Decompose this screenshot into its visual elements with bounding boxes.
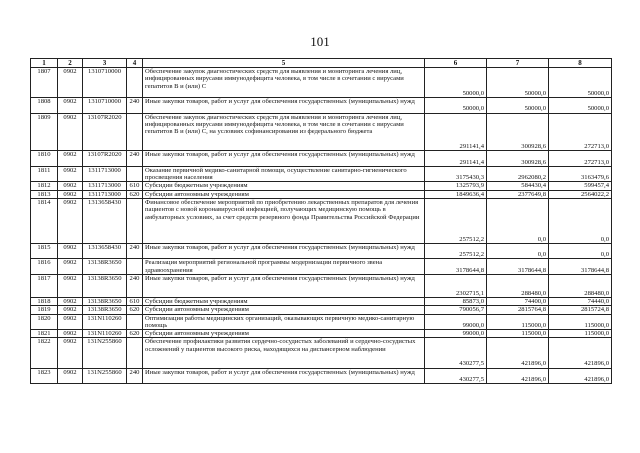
table-row [31,243,612,259]
header-cell: 2 [58,59,83,68]
description-cell: Обеспечение закупок диагностических средств для выявления и мониторинга лечения лиц, инфицированных вирусами иммунодефицита человека, в том числе в сочетании с вирусами гепатитов В и (или) С [143,68,425,98]
header-cell: 7 [487,59,549,68]
header-cell: 3 [83,59,127,68]
amount-year2-cell: 50000,0 [487,98,549,114]
row-number-cell: 1812 [31,182,58,190]
expense-type-cell: 240 [127,151,143,167]
row-number-cell: 1807 [31,68,58,98]
description-cell: Субсидии автономным учреждениям [143,306,425,314]
amount-year1-cell: 50000,0 [425,98,487,114]
amount-year1-cell: 291141,4 [425,113,487,151]
expense-type-cell: 240 [127,98,143,114]
amount-year2-cell: 115000,0 [487,314,549,330]
amount-year2-cell: 0,0 [487,243,549,259]
target-article-cell: 1311713000 [83,182,127,190]
row-number-cell: 1822 [31,338,58,368]
table-row [31,199,612,244]
description-cell: Иные закупки товаров, работ и услуг для обеспечения государственных (муниципальных) нужд [143,243,425,259]
target-article-cell: 13138R3650 [83,297,127,305]
table-row [31,166,612,182]
row-number-cell: 1821 [31,330,58,338]
amount-year1-cell: 99000,0 [425,330,487,338]
target-article-cell: 131N255860 [83,338,127,368]
header-cell: 8 [549,59,612,68]
section-code-cell: 0902 [58,368,83,384]
description-cell: Обеспечение закупок диагностических средств для выявления и мониторинга лечения лиц, инфицированных вирусами иммунодефицита человека, в том числе в сочетании с вирусами гепатитов В и (или) С, на условиях софинансирования из федерального бюджета [143,113,425,151]
amount-year3-cell: 599457,4 [549,182,612,190]
amount-year2-cell: 2815764,8 [487,306,549,314]
amount-year1-cell: 85873,0 [425,297,487,305]
target-article-cell: 131N110260 [83,330,127,338]
amount-year2-cell: 3178644,8 [487,259,549,275]
description-cell: Субсидии автономным учреждениям [143,330,425,338]
section-code-cell: 0902 [58,182,83,190]
section-code-cell: 0902 [58,199,83,244]
section-code-cell: 0902 [58,243,83,259]
header-cell: 5 [143,59,425,68]
amount-year3-cell: 288480,0 [549,275,612,298]
row-number-cell: 1817 [31,275,58,298]
section-code-cell: 0902 [58,113,83,151]
description-cell: Реализация мероприятий региональной программы модернизации первичного звена здравоохранения [143,259,425,275]
amount-year3-cell: 272713,0 [549,151,612,167]
budget-table [30,58,612,384]
amount-year2-cell: 300928,6 [487,151,549,167]
expense-type-cell [127,166,143,182]
row-number-cell: 1819 [31,306,58,314]
expense-type-cell: 240 [127,368,143,384]
amount-year3-cell: 74440,0 [549,297,612,305]
description-cell: Субсидии бюджетным учреждениям [143,182,425,190]
amount-year3-cell: 2815724,8 [549,306,612,314]
description-cell: Оптимизация работы медицинских организаций, оказывающих первичную медико-санитарную помощь [143,314,425,330]
section-code-cell: 0902 [58,151,83,167]
amount-year3-cell: 115000,0 [549,314,612,330]
table-row [31,190,612,198]
section-code-cell: 0902 [58,259,83,275]
amount-year1-cell: 3175430,3 [425,166,487,182]
header-cell: 1 [31,59,58,68]
expense-type-cell [127,259,143,275]
expense-type-cell [127,113,143,151]
table-row [31,68,612,98]
amount-year1-cell: 430277,5 [425,368,487,384]
amount-year2-cell: 421896,0 [487,368,549,384]
amount-year1-cell: 1849636,4 [425,190,487,198]
table-row [31,98,612,114]
expense-type-cell [127,314,143,330]
header-row [31,59,612,68]
expense-type-cell [127,338,143,368]
expense-type-cell [127,68,143,98]
amount-year3-cell: 115000,0 [549,330,612,338]
target-article-cell: 13138R3650 [83,259,127,275]
expense-type-cell: 610 [127,182,143,190]
section-code-cell: 0902 [58,306,83,314]
amount-year2-cell: 0,0 [487,199,549,244]
target-article-cell: 13138R3650 [83,275,127,298]
amount-year1-cell: 257512,2 [425,243,487,259]
expense-type-cell: 620 [127,330,143,338]
section-code-cell: 0902 [58,275,83,298]
table-row [31,368,612,384]
target-article-cell: 131N110260 [83,314,127,330]
table-row [31,297,612,305]
expense-type-cell: 610 [127,297,143,305]
table-row [31,330,612,338]
section-code-cell: 0902 [58,330,83,338]
section-code-cell: 0902 [58,68,83,98]
amount-year1-cell: 257512,2 [425,199,487,244]
target-article-cell: 13107R2020 [83,113,127,151]
row-number-cell: 1823 [31,368,58,384]
target-article-cell: 1310710000 [83,68,127,98]
amount-year3-cell: 50000,0 [549,68,612,98]
table-row [31,113,612,151]
amount-year1-cell: 790056,7 [425,306,487,314]
amount-year1-cell: 99000,0 [425,314,487,330]
section-code-cell: 0902 [58,166,83,182]
description-cell: Иные закупки товаров, работ и услуг для обеспечения государственных (муниципальных) нужд [143,151,425,167]
table-row [31,151,612,167]
amount-year1-cell: 50000,0 [425,68,487,98]
row-number-cell: 1816 [31,259,58,275]
amount-year2-cell: 288480,0 [487,275,549,298]
page-number: 101 [310,34,330,49]
table-row [31,275,612,298]
description-cell: Финансовое обеспечение мероприятий по приобретению лекарственных препаратов для лечения пациентов с новой коронавирусной инфекцией, получающих медицинскую помощь в амбулаторных условиях, за счет средств резервного фонда Правительства Российской Федерации [143,199,425,244]
expense-type-cell: 240 [127,243,143,259]
row-number-cell: 1811 [31,166,58,182]
table-row [31,259,612,275]
amount-year1-cell: 2302715,1 [425,275,487,298]
amount-year1-cell: 1325793,9 [425,182,487,190]
amount-year2-cell: 2377649,8 [487,190,549,198]
amount-year3-cell: 0,0 [549,199,612,244]
row-number-cell: 1808 [31,98,58,114]
amount-year2-cell: 421896,0 [487,338,549,368]
row-number-cell: 1813 [31,190,58,198]
expense-type-cell [127,199,143,244]
table-row [31,306,612,314]
expense-type-cell: 240 [127,275,143,298]
row-number-cell: 1818 [31,297,58,305]
description-cell: Субсидии бюджетным учреждениям [143,297,425,305]
row-number-cell: 1809 [31,113,58,151]
description-cell: Обеспечение профилактики развития сердечно-сосудистых заболеваний и сердечно-сосудистых осложнений у пациентов высокого риска, находящихся на диспансерном наблюдении [143,338,425,368]
row-number-cell: 1810 [31,151,58,167]
amount-year3-cell: 0,0 [549,243,612,259]
amount-year3-cell: 50000,0 [549,98,612,114]
section-code-cell: 0902 [58,190,83,198]
section-code-cell: 0902 [58,297,83,305]
amount-year3-cell: 3163479,6 [549,166,612,182]
amount-year2-cell: 50000,0 [487,68,549,98]
table-row [31,182,612,190]
amount-year3-cell: 421896,0 [549,368,612,384]
amount-year3-cell: 3178644,8 [549,259,612,275]
target-article-cell: 13138R3650 [83,306,127,314]
amount-year1-cell: 3178644,8 [425,259,487,275]
amount-year3-cell: 421896,0 [549,338,612,368]
target-article-cell: 1311713000 [83,166,127,182]
section-code-cell: 0902 [58,98,83,114]
table-row [31,314,612,330]
target-article-cell: 1313658430 [83,199,127,244]
amount-year2-cell: 74400,0 [487,297,549,305]
target-article-cell: 1311713000 [83,190,127,198]
row-number-cell: 1815 [31,243,58,259]
amount-year2-cell: 300928,6 [487,113,549,151]
description-cell: Субсидии автономным учреждениям [143,190,425,198]
expense-type-cell: 620 [127,306,143,314]
section-code-cell: 0902 [58,338,83,368]
description-cell: Иные закупки товаров, работ и услуг для обеспечения государственных (муниципальных) нужд [143,275,425,298]
target-article-cell: 13107R2020 [83,151,127,167]
header-cell: 6 [425,59,487,68]
amount-year1-cell: 430277,5 [425,338,487,368]
target-article-cell: 131N255860 [83,368,127,384]
amount-year2-cell: 2962080,2 [487,166,549,182]
description-cell: Иные закупки товаров, работ и услуг для обеспечения государственных (муниципальных) нужд [143,368,425,384]
target-article-cell: 1310710000 [83,98,127,114]
amount-year2-cell: 584430,4 [487,182,549,190]
table-row [31,338,612,368]
amount-year3-cell: 272713,0 [549,113,612,151]
amount-year3-cell: 2564022,2 [549,190,612,198]
section-code-cell: 0902 [58,314,83,330]
expense-type-cell: 620 [127,190,143,198]
description-cell: Оказание первичной медико-санитарной помощи, осуществление санитарно-гигиенического просвещения населения [143,166,425,182]
header-cell: 4 [127,59,143,68]
row-number-cell: 1814 [31,199,58,244]
amount-year1-cell: 291141,4 [425,151,487,167]
target-article-cell: 1313658430 [83,243,127,259]
amount-year2-cell: 115000,0 [487,330,549,338]
description-cell: Иные закупки товаров, работ и услуг для обеспечения государственных (муниципальных) нужд [143,98,425,114]
row-number-cell: 1820 [31,314,58,330]
